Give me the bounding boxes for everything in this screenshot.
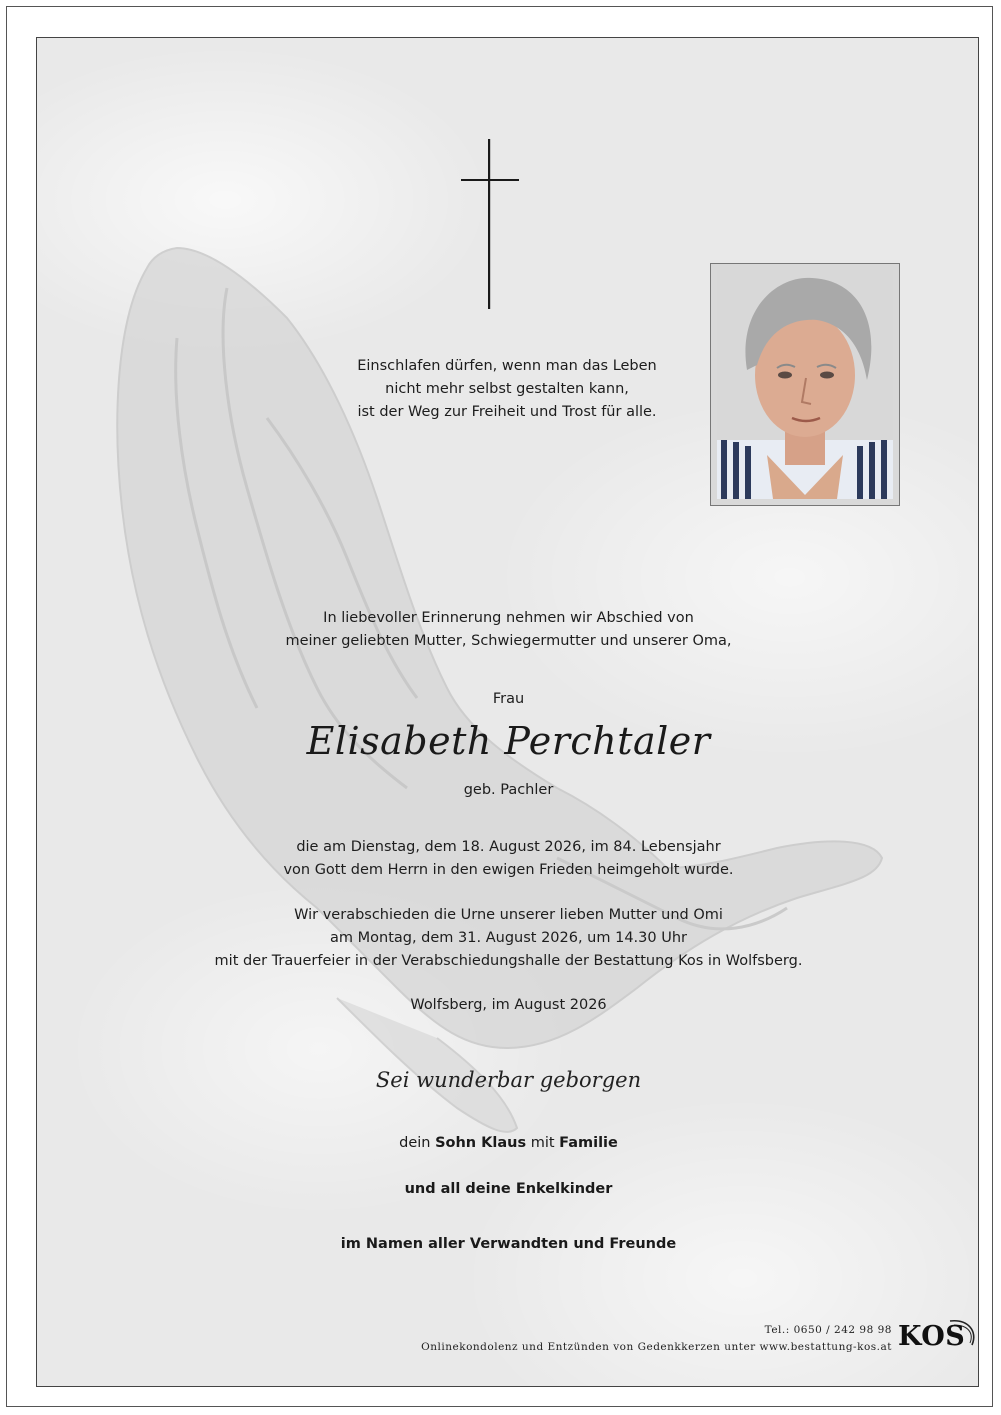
signature-mid: mit (530, 1135, 555, 1151)
intro-text (37, 607, 979, 653)
death-line: von Gott dem Herrn in den ewigen Frieden heimgeholt wurde. (283, 862, 734, 878)
death-line: die am Dienstag, dem 18. August 2026, im 84. Lebensjahr (296, 839, 721, 855)
funeral-line: Wir verabschieden die Urne unserer lieben Mutter und Omi (294, 907, 723, 923)
intro-line: meiner geliebten Mutter, Schwiegermutter und unserer Oma, (285, 633, 732, 649)
deceased-name: Elisabeth Perchtaler (306, 719, 711, 763)
logo-text: KOS (898, 1321, 966, 1352)
funeral-notice (37, 904, 979, 973)
footer-phone: Tel.: 0650 / 242 98 98 (764, 1324, 892, 1336)
cross-icon (461, 139, 519, 309)
maiden-name: geb. Pachler (463, 782, 554, 798)
signature-son: Sohn Klaus (435, 1135, 527, 1151)
kos-logo (898, 1317, 978, 1355)
obituary-panel (36, 37, 979, 1387)
verse (237, 355, 777, 424)
signature-line-1 (37, 1135, 979, 1151)
salutation: Frau (492, 691, 525, 707)
outer-frame (6, 6, 993, 1407)
funeral-line: mit der Trauerfeier in der Verabschiedungshalle der Bestattung Kos in Wolfsberg. (214, 953, 803, 969)
funeral-line: am Montag, dem 31. August 2026, um 14.30 Uhr (330, 930, 687, 946)
signature-line-3: im Namen aller Verwandten und Freunde (340, 1236, 677, 1252)
place-date: Wolfsberg, im August 2026 (410, 997, 607, 1013)
verse-line: nicht mehr selbst gestalten kann, (385, 381, 629, 397)
footer-online-link[interactable]: Onlinekondolenz und Entzünden von Gedenkkerzen unter www.bestattung-kos.at (421, 1341, 892, 1353)
verse-line: Einschlafen dürfen, wenn man das Leben (357, 358, 657, 374)
intro-line: In liebevoller Erinnerung nehmen wir Abschied von (323, 610, 694, 626)
signature-prefix: dein (399, 1135, 431, 1151)
signature-family: Familie (559, 1135, 618, 1151)
motto: Sei wunderbar geborgen (375, 1068, 642, 1092)
signature-line-2: und all deine Enkelkinder (404, 1181, 613, 1197)
verse-line: ist der Weg zur Freiheit und Trost für alle. (357, 404, 657, 420)
death-notice (37, 836, 979, 882)
